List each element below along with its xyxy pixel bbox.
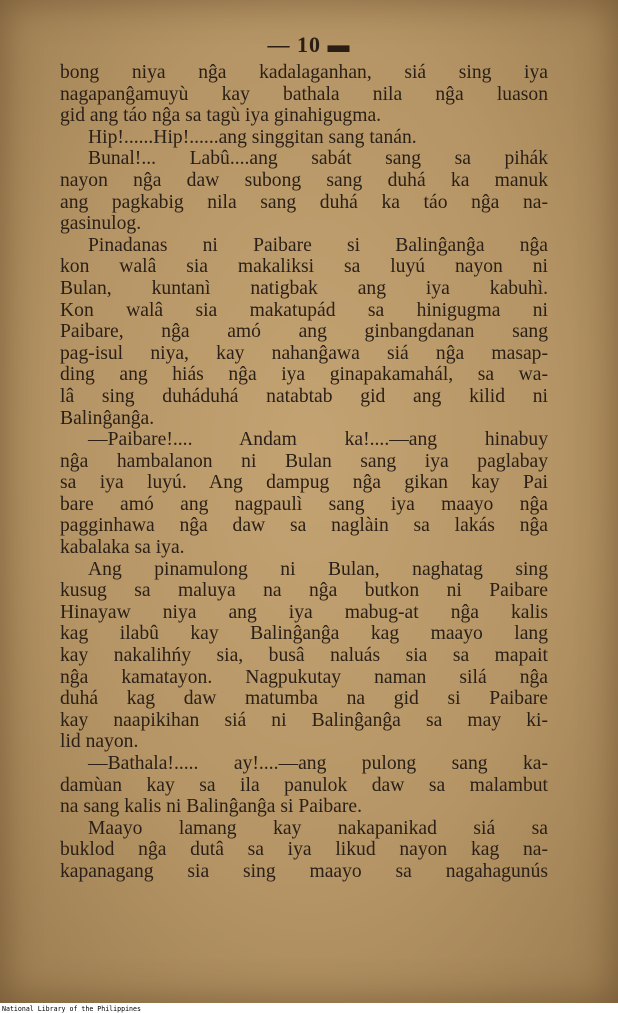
text-line: Balinĝanĝa.: [60, 407, 155, 429]
text-line: Hinayaw niya ang iya mabug-at nĝa kalis: [60, 601, 548, 623]
body-text: [60, 62, 548, 883]
text-line: duhá kag daw matumba na gid si Paibare: [60, 688, 548, 710]
library-credit: National Library of the Philippines: [2, 1005, 141, 1013]
text-line: —Bathala!..... ay!....—ang pulong sang ka-: [88, 753, 548, 774]
text-line: Hip!......Hip!......ang singgitan sang tanán.: [88, 126, 417, 148]
text-line: Bulan, kuntanì natigbak ang iya kabuhì.: [60, 277, 548, 299]
text-line: lâ sing duháduhá natabtab gid ang kilid ni: [60, 385, 548, 407]
text-line: kon walâ sia makaliksi sa luyú nayon ni: [60, 256, 548, 278]
text-line: kusug sa maluya na nĝa butkon ni Paibare: [60, 580, 548, 602]
text-line: na sang kalis ni Balinĝanĝa si Paibare.: [60, 796, 363, 818]
text-line: Bunal!... Labû....ang sabát sang sa pihák: [88, 148, 548, 170]
text-line: ding ang hiás nĝa iya ginapakamahál, sa wa-: [60, 364, 548, 386]
text-line: sa iya luyú. Ang dampug nĝa gikan kay Pai: [60, 472, 548, 494]
text-line: bong niya nĝa kadalaganhan, siá sing iya: [60, 62, 548, 83]
text-line: Maayo lamang kay nakapanikad siá sa: [88, 817, 548, 839]
text-line: —Paibare!.... Andam ka!....—ang hinabuy: [88, 429, 548, 451]
page-number: — 10 ▬: [267, 32, 351, 57]
text-line: bare amó ang nagpaulì sang iya maayo nĝa: [60, 493, 548, 515]
text-line: nĝa kamatayon. Nagpukutay naman silá nĝa: [60, 666, 548, 688]
text-line: pag-isul niya, kay nahanĝawa siá nĝa masap-: [60, 342, 548, 364]
text-line: Kon walâ sia makatupád sa hinigugma ni: [60, 299, 548, 321]
text-line: kay naapikihan siá ni Balinĝanĝa sa may ki-: [60, 709, 548, 731]
text-line: nagapanĝamuyù kay bathala nila nĝa luason: [60, 83, 548, 105]
text-line: ang pagkabig nila sang duhá ka táo nĝa na-: [60, 191, 548, 213]
text-line: lid nayon.: [60, 731, 139, 753]
text-line: kabalaka sa iya.: [60, 537, 185, 559]
text-line: kay nakalihńy sia, busâ naluás sia sa mapait: [60, 645, 548, 667]
text-line: nĝa hambalanon ni Bulan sang iya paglabay: [60, 450, 548, 472]
text-line: pagginhawa nĝa daw sa naglàin sa lakás nĝa: [60, 515, 548, 537]
text-line: Paibare, nĝa amó ang ginbangdanan sang: [60, 321, 548, 343]
text-line: Ang pinamulong ni Bulan, naghatag sing: [88, 558, 548, 580]
text-line: kapanagang sia sing maayo sa nagahagunús: [60, 860, 548, 882]
text-line: Pinadanas ni Paibare si Balinĝanĝa nĝa: [88, 234, 548, 256]
text-line: gid ang táo nĝa sa tagù iya ginahigugma.: [60, 105, 382, 127]
text-line: nayon nĝa daw subong sang duhá ka manuk: [60, 169, 548, 191]
text-line: kag ilabû kay Balinĝanĝa kag maayo lang: [60, 623, 548, 645]
text-line: gasinulog.: [60, 213, 142, 235]
text-line: buklod nĝa dutâ sa iya likud nayon kag na-: [60, 839, 548, 861]
text-line: damùan kay sa ila panulok daw sa malambut: [60, 774, 548, 796]
